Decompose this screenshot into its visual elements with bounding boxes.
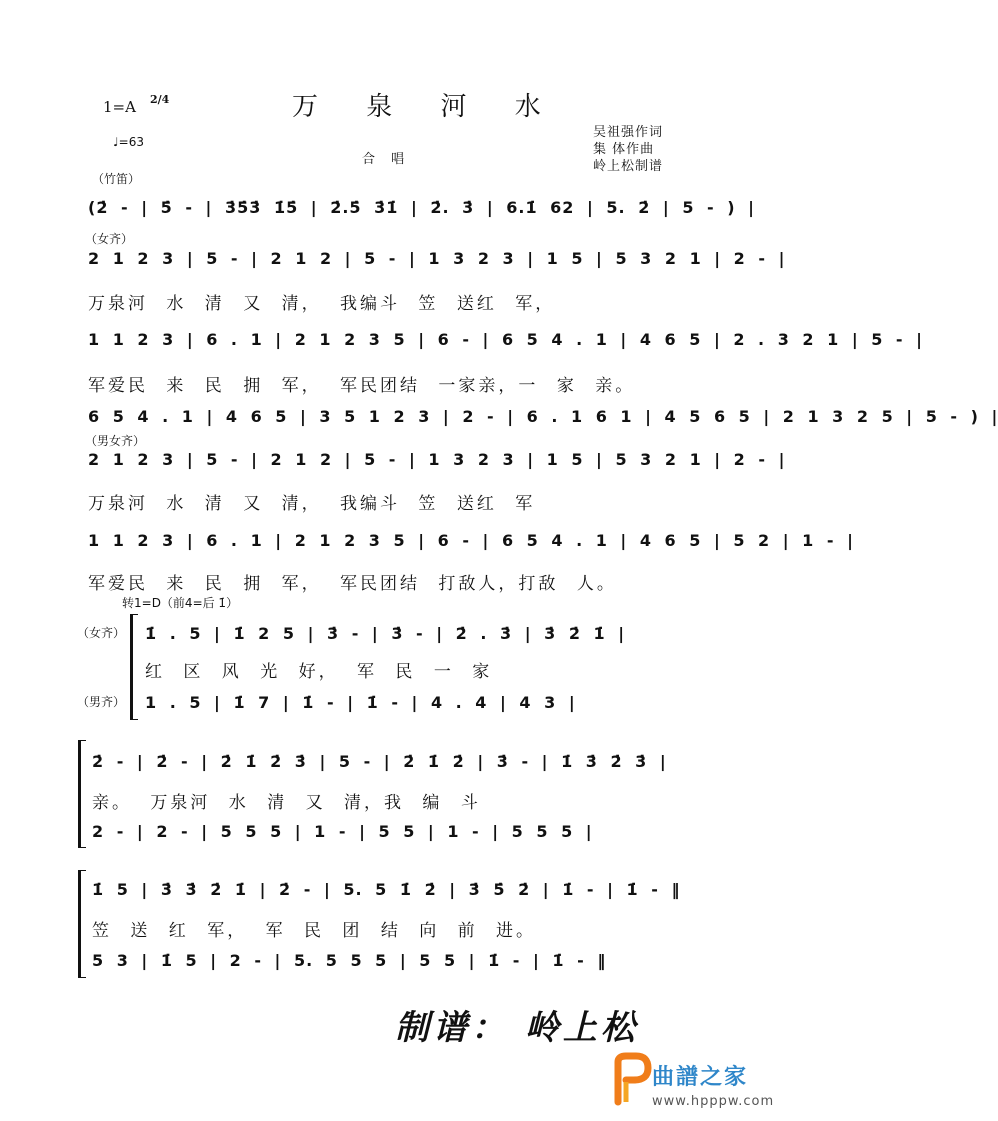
- lyrics-line-3: 万泉河 水 清 又 清， 我编斗 笠 送红 军: [88, 494, 536, 514]
- site-logo-icon: [612, 1052, 652, 1104]
- part-label-women: （女齐）: [85, 232, 134, 246]
- lyrics-line-4: 军爱民 来 民 拥 军， 军民团结 打敌人，打敌 人。: [88, 574, 617, 594]
- credit-arranger: 岭上松制谱: [593, 159, 664, 174]
- choral-3-lyrics: 笠 送 红 军， 军 民 团 结 向 前 进。: [92, 921, 537, 941]
- system-bracket: [130, 614, 138, 720]
- choral-3-upper: 1̇ 5 | 3̇ 3̇ 2̇ 1̇ | 2̇ - | 5. 5 1̇ 2̇ | 3̇ 5̇ 2̇ | 1̇ - | 1̇ - ‖: [92, 880, 681, 899]
- lyrics-line-2: 军爱民 来 民 拥 军， 军民团结 一家亲，一 家 亲。: [88, 376, 636, 396]
- notation-line-3: 2 1 2 3 | 5 - | 2 1 2 | 5 - | 1 3 2 3 | 1 5 | 5 3 2 1 | 2 - |: [88, 450, 786, 469]
- choral-1-lyrics: 红 区 风 光 好， 军 民 一 家: [145, 662, 493, 682]
- song-title: 万 泉 河 水: [292, 92, 561, 122]
- choral-2-lyrics: 亲。 万泉河 水 清 又 清，我 编 斗: [92, 793, 481, 813]
- part-label-women-choral: （女齐）: [77, 626, 126, 640]
- part-label-mixed: （男女齐）: [85, 434, 146, 448]
- choral-3-lower: 5 3 | 1̇ 5 | 2 - | 5. 5 5 5 | 5 5 | 1̇ - | 1̇ - ‖: [92, 951, 607, 970]
- notation-line-4: 1 1 2 3 | 6 . 1 | 2 1 2 3 5 | 6 - | 6 5 4 . 1 | 4 6 5 | 5 2 | 1 - |: [88, 531, 854, 550]
- lyrics-line-1: 万泉河 水 清 又 清， 我编斗 笠 送红 军，: [88, 294, 556, 314]
- credits: [593, 124, 663, 175]
- site-url[interactable]: www.hpppw.com: [652, 1094, 775, 1109]
- part-label-men-choral: （男齐）: [77, 695, 126, 709]
- notation-line-2: 1 1 2 3 | 6 . 1 | 2 1 2 3 5 | 6 - | 6 5 4 . 1 | 4 6 5 | 2 . 3 2 1 | 5 - |: [88, 330, 923, 349]
- notation-line-1: 2 1 2 3 | 5 - | 2 1 2 | 5 - | 1 3 2 3 | 1 5 | 5 3 2 1 | 2 - |: [88, 249, 786, 268]
- time-signature: 2/4: [150, 93, 170, 106]
- choral-1-lower: 1 . 5 | 1̇ 7 | 1̇ - | 1̇ - | 4 . 4 | 4 3 |: [145, 693, 576, 712]
- choral-2-upper: 2̇ - | 2̇ - | 2̇ 1̇ 2̇ 3̇ | 5 - | 2̇ 1̇ 2̇ | 3̇ - | 1̇ 3̇ 2̇ 3̇ |: [92, 752, 667, 771]
- notation-line-intro: (2̇ - | 5̇ - | 3̇5̇3̇ 1̇5̇ | 2̇.5̇ 3̇1̇ | 2̇. 3̇ | 6.1̇ 62 | 5. 2̇ | 5 - ) |: [88, 198, 755, 217]
- choral-1-upper: 1̇ . 5 | 1̇ 2 5 | 3̇ - | 3̇ - | 2̇ . 3̇ | 3̇ 2̇ 1̇ |: [145, 624, 626, 643]
- credit-composer: 集 体作曲: [593, 142, 655, 157]
- choral-2-lower: 2 - | 2 - | 5 5 5 | 1 - | 5 5 | 1 - | 5 5 5 |: [92, 822, 593, 841]
- system-bracket: [78, 740, 86, 848]
- intro-instrument-label: （竹笛）: [92, 172, 141, 186]
- notation-line-interlude: 6 5 4 . 1 | 4 6 5 | 3 5 1 2 3 | 2 - | 6 . 1 6 1 | 4 5 6 5 | 2 1 3 2 5 | 5 - ) |: [88, 407, 998, 426]
- key-change-label: 转1=D（前4=后 1̇）: [122, 596, 239, 610]
- system-bracket: [78, 870, 86, 978]
- tempo-mark: ♩=63: [113, 135, 144, 149]
- key-signature: 1=A: [103, 98, 136, 116]
- site-name: 曲譜之家: [652, 1065, 749, 1090]
- credit-lyricist: 吴祖强作词: [593, 125, 664, 140]
- arranger-signature: 制谱： 岭上松: [395, 1008, 639, 1048]
- performance-type: 合 唱: [362, 152, 411, 167]
